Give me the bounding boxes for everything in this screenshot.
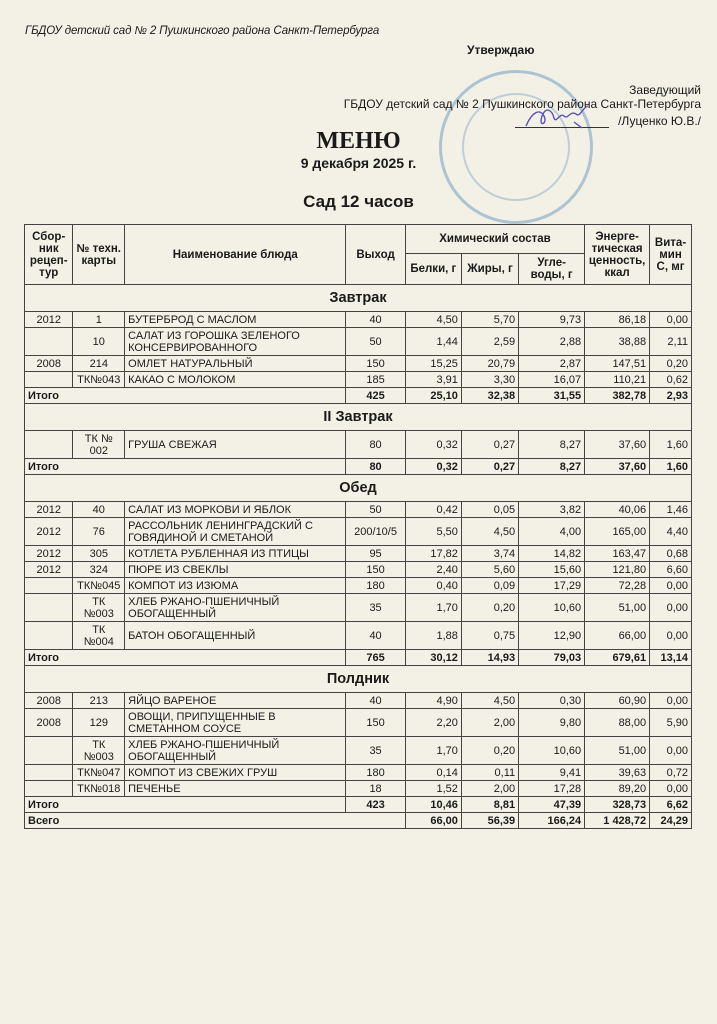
recipe-collection (25, 372, 73, 388)
fat-value: 3,74 (461, 546, 518, 562)
menu-date: 9 декабря 2025 г. (300, 155, 417, 171)
fat-value: 0,75 (461, 622, 518, 650)
table-row (25, 737, 692, 765)
tech-card-number: ТК№047 (73, 765, 125, 781)
vitc-value: 1,60 (650, 431, 692, 459)
tech-card-number: ТК № 002 (73, 431, 125, 459)
protein-value: 0,14 (405, 765, 461, 781)
total-vitc: 13,14 (650, 650, 692, 666)
total-label: Итого (25, 650, 346, 666)
protein-value: 4,50 (405, 312, 461, 328)
menu-group: Сад 12 часов (303, 192, 414, 211)
portion: 18 (346, 781, 405, 797)
vitc-value: 0,00 (650, 693, 692, 709)
carbs-value: 9,73 (519, 312, 585, 328)
total-vitc: 1,60 (650, 459, 692, 475)
tech-card-number: ТК №004 (73, 622, 125, 650)
recipe-collection: 2012 (25, 312, 73, 328)
table-row (25, 562, 692, 578)
portion: 95 (346, 546, 405, 562)
total-portion: 425 (346, 388, 405, 404)
portion: 180 (346, 765, 405, 781)
total-carbs: 79,03 (519, 650, 585, 666)
total-vitc: 2,93 (650, 388, 692, 404)
vitc-value: 0,00 (650, 622, 692, 650)
approval-label: Утверждаю (467, 43, 535, 57)
recipe-collection: 2008 (25, 356, 73, 372)
protein-value: 1,70 (405, 594, 461, 622)
protein-value: 4,90 (405, 693, 461, 709)
portion: 80 (346, 431, 405, 459)
dish-name: КАКАО С МОЛОКОМ (125, 372, 346, 388)
table-row (25, 431, 692, 459)
grand-total-carbs: 166,24 (519, 813, 585, 829)
fat-value: 4,50 (461, 518, 518, 546)
approver-organization: ГБДОУ детский сад № 2 Пушкинского района Санкт-Петербурга (343, 97, 701, 111)
protein-value: 2,20 (405, 709, 461, 737)
fat-value: 0,05 (461, 502, 518, 518)
section-header-row (25, 285, 692, 312)
carbs-value: 4,00 (519, 518, 585, 546)
tech-card-number: ТК№043 (73, 372, 125, 388)
dish-name: КОМПОТ ИЗ СВЕЖИХ ГРУШ (125, 765, 346, 781)
protein-value: 2,40 (405, 562, 461, 578)
total-label: Итого (25, 388, 346, 404)
carbs-value: 10,60 (519, 737, 585, 765)
tech-card-number: 10 (73, 328, 125, 356)
carbs-value: 2,87 (519, 356, 585, 372)
total-protein: 0,32 (405, 459, 461, 475)
vitc-value: 0,00 (650, 312, 692, 328)
energy-value: 51,00 (585, 737, 650, 765)
table-row (25, 518, 692, 546)
carbs-value: 12,90 (519, 622, 585, 650)
recipe-collection (25, 328, 73, 356)
grand-total-label: Всего (25, 813, 406, 829)
col-header-tech-card: № техн. карты (73, 225, 125, 285)
carbs-value: 9,41 (519, 765, 585, 781)
table-row (25, 781, 692, 797)
tech-card-number: ТК№045 (73, 578, 125, 594)
energy-value: 86,18 (585, 312, 650, 328)
col-header-chemical-composition: Химический состав (405, 225, 584, 254)
section-title: II Завтрак (25, 404, 692, 431)
section-header-row (25, 475, 692, 502)
vitc-value: 0,68 (650, 546, 692, 562)
recipe-collection (25, 622, 73, 650)
tech-card-number: 305 (73, 546, 125, 562)
energy-value: 66,00 (585, 622, 650, 650)
tech-card-number: 40 (73, 502, 125, 518)
fat-value: 5,70 (461, 312, 518, 328)
table-row (25, 765, 692, 781)
energy-value: 88,00 (585, 709, 650, 737)
total-protein: 25,10 (405, 388, 461, 404)
organization-header: ГБДОУ детский сад № 2 Пушкинского района Санкт-Петербурга (25, 25, 380, 37)
total-energy: 382,78 (585, 388, 650, 404)
recipe-collection: 2008 (25, 709, 73, 737)
grand-total-energy: 1 428,72 (585, 813, 650, 829)
portion: 150 (346, 562, 405, 578)
portion: 40 (346, 312, 405, 328)
recipe-collection (25, 765, 73, 781)
fat-value: 3,30 (461, 372, 518, 388)
energy-value: 163,47 (585, 546, 650, 562)
table-row (25, 328, 692, 356)
dish-name: КОТЛЕТА РУБЛЕННАЯ ИЗ ПТИЦЫ (125, 546, 346, 562)
protein-value: 0,32 (405, 431, 461, 459)
approver-name: /Луценко Ю.В./ (618, 114, 701, 128)
dish-name: ОМЛЕТ НАТУРАЛЬНЫЙ (125, 356, 346, 372)
vitc-value: 1,46 (650, 502, 692, 518)
energy-value: 89,20 (585, 781, 650, 797)
col-header-vitamin-c: Вита-мин С, мг (650, 225, 692, 285)
total-fat: 32,38 (461, 388, 518, 404)
energy-value: 40,06 (585, 502, 650, 518)
energy-value: 121,80 (585, 562, 650, 578)
tech-card-number: 214 (73, 356, 125, 372)
recipe-collection: 2012 (25, 518, 73, 546)
menu-table-body (25, 285, 692, 829)
protein-value: 1,88 (405, 622, 461, 650)
energy-value: 37,60 (585, 431, 650, 459)
tech-card-number: 324 (73, 562, 125, 578)
vitc-value: 0,00 (650, 594, 692, 622)
protein-value: 0,40 (405, 578, 461, 594)
carbs-value: 8,27 (519, 431, 585, 459)
protein-value: 1,70 (405, 737, 461, 765)
energy-value: 165,00 (585, 518, 650, 546)
protein-value: 1,44 (405, 328, 461, 356)
portion: 40 (346, 693, 405, 709)
col-header-carbs: Угле-воды, г (519, 254, 585, 285)
total-carbs: 31,55 (519, 388, 585, 404)
total-carbs: 47,39 (519, 797, 585, 813)
dish-name: КОМПОТ ИЗ ИЗЮМА (125, 578, 346, 594)
carbs-value: 17,29 (519, 578, 585, 594)
dish-name: ХЛЕБ РЖАНО-ПШЕНИЧНЫЙ ОБОГАЩЕННЫЙ (125, 737, 346, 765)
total-vitc: 6,62 (650, 797, 692, 813)
vitc-value: 6,60 (650, 562, 692, 578)
vitc-value: 0,20 (650, 356, 692, 372)
fat-value: 20,79 (461, 356, 518, 372)
dish-name: РАССОЛЬНИК ЛЕНИНГРАДСКИЙ С ГОВЯДИНОЙ И СМЕТАНОЙ (125, 518, 346, 546)
carbs-value: 0,30 (519, 693, 585, 709)
col-header-dish-name: Наименование блюда (125, 225, 346, 285)
energy-value: 39,63 (585, 765, 650, 781)
energy-value: 51,00 (585, 594, 650, 622)
total-protein: 30,12 (405, 650, 461, 666)
energy-value: 147,51 (585, 356, 650, 372)
protein-value: 1,52 (405, 781, 461, 797)
dish-name: ОВОЩИ, ПРИПУЩЕННЫЕ В СМЕТАННОМ СОУСЕ (125, 709, 346, 737)
protein-value: 3,91 (405, 372, 461, 388)
section-total-row (25, 459, 692, 475)
table-row (25, 693, 692, 709)
dish-name: САЛАТ ИЗ МОРКОВИ И ЯБЛОК (125, 502, 346, 518)
fat-value: 4,50 (461, 693, 518, 709)
menu-title: МЕНЮ (316, 128, 401, 154)
carbs-value: 3,82 (519, 502, 585, 518)
tech-card-number: 129 (73, 709, 125, 737)
portion: 50 (346, 328, 405, 356)
portion: 50 (346, 502, 405, 518)
section-title: Завтрак (25, 285, 692, 312)
portion: 200/10/5 (346, 518, 405, 546)
vitc-value: 5,90 (650, 709, 692, 737)
protein-value: 5,50 (405, 518, 461, 546)
protein-value: 0,42 (405, 502, 461, 518)
tech-card-number: ТК №003 (73, 737, 125, 765)
table-row (25, 622, 692, 650)
col-header-protein: Белки, г (405, 254, 461, 285)
total-protein: 10,46 (405, 797, 461, 813)
dish-name: ПЮРЕ ИЗ СВЕКЛЫ (125, 562, 346, 578)
section-total-row (25, 650, 692, 666)
energy-value: 60,90 (585, 693, 650, 709)
total-label: Итого (25, 459, 346, 475)
dish-name: САЛАТ ИЗ ГОРОШКА ЗЕЛЕНОГО КОНСЕРВИРОВАННОГО (125, 328, 346, 356)
carbs-value: 16,07 (519, 372, 585, 388)
portion: 35 (346, 594, 405, 622)
total-fat: 14,93 (461, 650, 518, 666)
dish-name: ЯЙЦО ВАРЕНОЕ (125, 693, 346, 709)
total-fat: 0,27 (461, 459, 518, 475)
tech-card-number: ТК №003 (73, 594, 125, 622)
col-header-fat: Жиры, г (461, 254, 518, 285)
energy-value: 72,28 (585, 578, 650, 594)
grand-total-fat: 56,39 (461, 813, 518, 829)
table-row (25, 546, 692, 562)
section-total-row (25, 388, 692, 404)
recipe-collection (25, 431, 73, 459)
recipe-collection: 2012 (25, 546, 73, 562)
table-row (25, 578, 692, 594)
recipe-collection (25, 737, 73, 765)
section-title: Полдник (25, 666, 692, 693)
carbs-value: 15,60 (519, 562, 585, 578)
carbs-value: 14,82 (519, 546, 585, 562)
recipe-collection: 2012 (25, 562, 73, 578)
recipe-collection: 2008 (25, 693, 73, 709)
col-header-portion: Выход (346, 225, 405, 285)
recipe-collection (25, 578, 73, 594)
protein-value: 17,82 (405, 546, 461, 562)
section-header-row (25, 404, 692, 431)
total-label: Итого (25, 797, 346, 813)
tech-card-number: 76 (73, 518, 125, 546)
carbs-value: 10,60 (519, 594, 585, 622)
recipe-collection: 2012 (25, 502, 73, 518)
total-energy: 328,73 (585, 797, 650, 813)
vitc-value: 0,00 (650, 578, 692, 594)
fat-value: 0,20 (461, 594, 518, 622)
table-row (25, 594, 692, 622)
vitc-value: 4,40 (650, 518, 692, 546)
table-row (25, 502, 692, 518)
menu-table (24, 224, 692, 829)
carbs-value: 17,28 (519, 781, 585, 797)
col-header-energy: Энерге-тическая ценность, ккал (585, 225, 650, 285)
portion: 150 (346, 709, 405, 737)
total-portion: 80 (346, 459, 405, 475)
section-header-row (25, 666, 692, 693)
fat-value: 2,00 (461, 781, 518, 797)
vitc-value: 0,00 (650, 737, 692, 765)
dish-name: БАТОН ОБОГАЩЕННЫЙ (125, 622, 346, 650)
grand-total-row (25, 813, 692, 829)
vitc-value: 0,72 (650, 765, 692, 781)
fat-value: 0,11 (461, 765, 518, 781)
tech-card-number: 213 (73, 693, 125, 709)
grand-total-vitc: 24,29 (650, 813, 692, 829)
table-row (25, 372, 692, 388)
dish-name: БУТЕРБРОД С МАСЛОМ (125, 312, 346, 328)
vitc-value: 0,62 (650, 372, 692, 388)
approver-position: Заведующий (629, 83, 701, 97)
recipe-collection (25, 781, 73, 797)
total-portion: 423 (346, 797, 405, 813)
vitc-value: 0,00 (650, 781, 692, 797)
energy-value: 110,21 (585, 372, 650, 388)
portion: 150 (346, 356, 405, 372)
vitc-value: 2,11 (650, 328, 692, 356)
portion: 185 (346, 372, 405, 388)
fat-value: 5,60 (461, 562, 518, 578)
total-energy: 37,60 (585, 459, 650, 475)
table-row (25, 356, 692, 372)
energy-value: 38,88 (585, 328, 650, 356)
table-row (25, 709, 692, 737)
tech-card-number: ТК№018 (73, 781, 125, 797)
dish-name: ХЛЕБ РЖАНО-ПШЕНИЧНЫЙ ОБОГАЩЕННЫЙ (125, 594, 346, 622)
protein-value: 15,25 (405, 356, 461, 372)
total-carbs: 8,27 (519, 459, 585, 475)
fat-value: 2,59 (461, 328, 518, 356)
portion: 180 (346, 578, 405, 594)
tech-card-number: 1 (73, 312, 125, 328)
fat-value: 0,09 (461, 578, 518, 594)
dish-name: ГРУША СВЕЖАЯ (125, 431, 346, 459)
carbs-value: 9,80 (519, 709, 585, 737)
portion: 35 (346, 737, 405, 765)
recipe-collection (25, 594, 73, 622)
carbs-value: 2,88 (519, 328, 585, 356)
fat-value: 2,00 (461, 709, 518, 737)
grand-total-protein: 66,00 (405, 813, 461, 829)
total-portion: 765 (346, 650, 405, 666)
total-fat: 8,81 (461, 797, 518, 813)
total-energy: 679,61 (585, 650, 650, 666)
fat-value: 0,20 (461, 737, 518, 765)
col-header-collection: Сбор-ник рецеп-тур (25, 225, 73, 285)
table-row (25, 312, 692, 328)
section-total-row (25, 797, 692, 813)
portion: 40 (346, 622, 405, 650)
section-title: Обед (25, 475, 692, 502)
fat-value: 0,27 (461, 431, 518, 459)
dish-name: ПЕЧЕНЬЕ (125, 781, 346, 797)
